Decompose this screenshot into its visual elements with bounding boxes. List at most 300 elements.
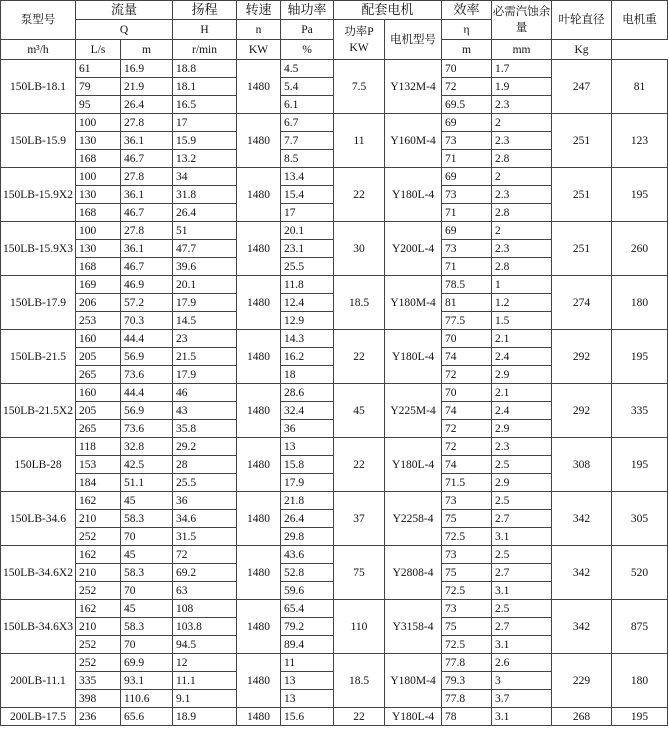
head-cell: 36 [173, 492, 237, 510]
head-cell: 18.9 [173, 708, 237, 726]
weight-cell: 305 [612, 492, 668, 546]
shaft-power-cell: 28.6 [281, 384, 334, 402]
head-cell: 31.5 [173, 528, 237, 546]
motor-power-cell: 75 [334, 546, 385, 600]
npsh-cell: 2.3 [492, 438, 552, 456]
head-cell: 108 [173, 600, 237, 618]
npsh-cell: 1.5 [492, 312, 552, 330]
flow-ls-cell: 56.9 [121, 402, 173, 420]
header-motor-power-label: 功率P [344, 25, 374, 38]
head-cell: 63 [173, 582, 237, 600]
npsh-cell: 3.1 [492, 528, 552, 546]
flow-m3h-cell: 205 [76, 348, 121, 366]
flow-ls-cell: 36.1 [121, 132, 173, 150]
npsh-cell: 3 [492, 672, 552, 690]
header-head: 扬程 [173, 1, 237, 20]
flow-m3h-cell: 210 [76, 510, 121, 528]
head-cell: 13.2 [173, 150, 237, 168]
shaft-power-cell: 12.4 [281, 294, 334, 312]
efficiency-cell: 72 [442, 420, 492, 438]
flow-ls-cell: 36.1 [121, 186, 173, 204]
shaft-power-cell: 8.5 [281, 150, 334, 168]
flow-m3h-cell: 184 [76, 474, 121, 492]
npsh-cell: 2.9 [492, 474, 552, 492]
npsh-cell: 2.5 [492, 492, 552, 510]
npsh-cell: 3.7 [492, 690, 552, 708]
motor-power-cell: 22 [334, 438, 385, 492]
weight-cell: 195 [612, 438, 668, 492]
efficiency-cell: 77.5 [442, 312, 492, 330]
shaft-power-cell: 13 [281, 690, 334, 708]
pump-model-cell: 150LB-15.9X2 [1, 168, 76, 222]
speed-cell: 1480 [237, 654, 281, 708]
motor-power-cell: 37 [334, 492, 385, 546]
efficiency-cell: 71.5 [442, 474, 492, 492]
flow-ls-cell: 69.9 [121, 654, 173, 672]
shaft-power-cell: 21.8 [281, 492, 334, 510]
motor-power-cell: 18.5 [334, 276, 385, 330]
shaft-power-cell: 52.8 [281, 564, 334, 582]
head-cell: 46 [173, 384, 237, 402]
motor-power-cell: 22 [334, 330, 385, 384]
head-cell: 18.8 [173, 60, 237, 78]
shaft-power-cell: 65.4 [281, 600, 334, 618]
motor-model-cell: Y2258-4 [385, 492, 442, 546]
efficiency-cell: 73 [442, 186, 492, 204]
flow-m3h-cell: 61 [76, 60, 121, 78]
pump-model-cell: 150LB-21.5 [1, 330, 76, 384]
speed-cell: 1480 [237, 276, 281, 330]
efficiency-cell: 72.5 [442, 636, 492, 654]
header-motor: 配套电机 [334, 1, 442, 20]
flow-m3h-cell: 160 [76, 330, 121, 348]
flow-ls-cell: 51.1 [121, 474, 173, 492]
efficiency-cell: 69.5 [442, 96, 492, 114]
flow-ls-cell: 70 [121, 636, 173, 654]
speed-cell: 1480 [237, 222, 281, 276]
weight-cell: 195 [612, 330, 668, 384]
header-motor-power [334, 20, 385, 60]
npsh-cell: 1 [492, 276, 552, 294]
flow-ls-cell: 44.4 [121, 330, 173, 348]
weight-cell: 81 [612, 60, 668, 114]
weight-cell: 335 [612, 384, 668, 438]
head-cell: 25.5 [173, 474, 237, 492]
motor-power-cell: 11 [334, 114, 385, 168]
flow-ls-cell: 44.4 [121, 384, 173, 402]
pump-model-cell: 150LB-34.6 [1, 492, 76, 546]
efficiency-cell: 70 [442, 60, 492, 78]
pump-model-cell: 150LB-15.9 [1, 114, 76, 168]
header-npsh: 必需汽蚀余量 [492, 1, 552, 40]
flow-m3h-cell: 162 [76, 492, 121, 510]
flow-m3h-cell: 252 [76, 528, 121, 546]
header-motor-power-unit: KW [349, 41, 369, 54]
speed-cell: 1480 [237, 168, 281, 222]
motor-model-cell: Y160M-4 [385, 114, 442, 168]
efficiency-cell: 75 [442, 564, 492, 582]
header-head-symbol: H [173, 20, 237, 40]
header-efficiency-unit: % [281, 40, 334, 60]
table-row [1, 276, 668, 294]
flow-ls-cell: 110.6 [121, 690, 173, 708]
impeller-cell: 342 [552, 600, 612, 654]
head-cell: 43 [173, 402, 237, 420]
impeller-cell: 274 [552, 276, 612, 330]
head-cell: 18.1 [173, 78, 237, 96]
npsh-cell: 2.9 [492, 366, 552, 384]
npsh-cell: 2.9 [492, 420, 552, 438]
flow-m3h-cell: 169 [76, 276, 121, 294]
header-shaft-power-unit: KW [237, 40, 281, 60]
pump-model-cell: 150LB-28 [1, 438, 76, 492]
shaft-power-cell: 20.1 [281, 222, 334, 240]
flow-ls-cell: 36.1 [121, 240, 173, 258]
flow-m3h-cell: 210 [76, 618, 121, 636]
head-cell: 23 [173, 330, 237, 348]
speed-cell: 1480 [237, 384, 281, 438]
header-shaft-power-symbol: Pa [281, 20, 334, 40]
header-motor-model: 电机型号 [385, 20, 442, 60]
flow-m3h-cell: 335 [76, 672, 121, 690]
impeller-cell: 251 [552, 114, 612, 168]
shaft-power-cell: 59.6 [281, 582, 334, 600]
shaft-power-cell: 43.6 [281, 546, 334, 564]
efficiency-cell: 75 [442, 510, 492, 528]
efficiency-cell: 73 [442, 240, 492, 258]
efficiency-cell: 72.5 [442, 528, 492, 546]
impeller-cell: 247 [552, 60, 612, 114]
npsh-cell: 1.2 [492, 294, 552, 312]
flow-ls-cell: 21.9 [121, 78, 173, 96]
table-row [1, 114, 668, 132]
npsh-cell: 2.4 [492, 402, 552, 420]
npsh-cell: 3.1 [492, 636, 552, 654]
efficiency-cell: 74 [442, 402, 492, 420]
header-speed-unit: r/min [173, 40, 237, 60]
npsh-cell: 3.1 [492, 708, 552, 726]
flow-ls-cell: 27.8 [121, 114, 173, 132]
shaft-power-cell: 16.2 [281, 348, 334, 366]
table-row [1, 708, 668, 726]
table-row [1, 654, 668, 672]
motor-power-cell: 110 [334, 600, 385, 654]
shaft-power-cell: 13 [281, 672, 334, 690]
header-model: 泵型号 [1, 1, 76, 40]
flow-ls-cell: 46.9 [121, 276, 173, 294]
motor-power-cell: 7.5 [334, 60, 385, 114]
pump-model-cell: 150LB-17.9 [1, 276, 76, 330]
npsh-cell: 2.3 [492, 186, 552, 204]
efficiency-cell: 78 [442, 708, 492, 726]
flow-m3h-cell: 162 [76, 600, 121, 618]
npsh-cell: 2 [492, 114, 552, 132]
head-cell: 34 [173, 168, 237, 186]
flow-m3h-cell: 130 [76, 132, 121, 150]
head-cell: 31.8 [173, 186, 237, 204]
flow-m3h-cell: 168 [76, 150, 121, 168]
npsh-cell: 2.7 [492, 618, 552, 636]
header-flow-unit-m3h: m³/h [1, 40, 76, 60]
npsh-cell: 3.1 [492, 582, 552, 600]
table-row [1, 384, 668, 402]
flow-m3h-cell: 153 [76, 456, 121, 474]
shaft-power-cell: 26.4 [281, 510, 334, 528]
pump-model-cell: 150LB-15.9X3 [1, 222, 76, 276]
impeller-cell: 268 [552, 708, 612, 726]
flow-m3h-cell: 118 [76, 438, 121, 456]
speed-cell: 1480 [237, 546, 281, 600]
header-shaft-power: 轴功率 [281, 1, 334, 20]
head-cell: 9.1 [173, 690, 237, 708]
header-efficiency-symbol: η [442, 20, 492, 40]
header-weight: 电机重 [612, 1, 668, 40]
flow-ls-cell: 46.7 [121, 258, 173, 276]
flow-m3h-cell: 210 [76, 564, 121, 582]
motor-power-cell: 45 [334, 384, 385, 438]
flow-ls-cell: 45 [121, 546, 173, 564]
npsh-cell: 2.8 [492, 150, 552, 168]
npsh-cell: 2.3 [492, 240, 552, 258]
flow-ls-cell: 70 [121, 528, 173, 546]
head-cell: 12 [173, 654, 237, 672]
table-body [1, 60, 668, 726]
weight-cell: 180 [612, 654, 668, 708]
shaft-power-cell: 7.7 [281, 132, 334, 150]
impeller-cell: 251 [552, 168, 612, 222]
motor-model-cell: Y180M-4 [385, 654, 442, 708]
npsh-cell: 2.7 [492, 510, 552, 528]
efficiency-cell: 70 [442, 384, 492, 402]
flow-ls-cell: 45 [121, 600, 173, 618]
header-row-1 [1, 1, 668, 20]
npsh-cell: 2.5 [492, 600, 552, 618]
shaft-power-cell: 15.6 [281, 708, 334, 726]
flow-m3h-cell: 253 [76, 312, 121, 330]
pump-model-cell: 150LB-18.1 [1, 60, 76, 114]
head-cell: 15.9 [173, 132, 237, 150]
head-cell: 47.7 [173, 240, 237, 258]
header-weight-unit: Kg [552, 40, 612, 60]
flow-ls-cell: 26.4 [121, 96, 173, 114]
efficiency-cell: 77.8 [442, 690, 492, 708]
motor-power-cell: 22 [334, 168, 385, 222]
head-cell: 20.1 [173, 276, 237, 294]
table-row [1, 438, 668, 456]
weight-cell: 875 [612, 600, 668, 654]
head-cell: 14.5 [173, 312, 237, 330]
shaft-power-cell: 12.9 [281, 312, 334, 330]
flow-m3h-cell: 100 [76, 114, 121, 132]
shaft-power-cell: 11.8 [281, 276, 334, 294]
flow-ls-cell: 58.3 [121, 618, 173, 636]
head-cell: 17 [173, 114, 237, 132]
shaft-power-cell: 15.4 [281, 186, 334, 204]
efficiency-cell: 71 [442, 150, 492, 168]
header-npsh-unit: m [442, 40, 492, 60]
efficiency-cell: 75 [442, 618, 492, 636]
flow-m3h-cell: 130 [76, 240, 121, 258]
head-cell: 72 [173, 546, 237, 564]
table-row [1, 168, 668, 186]
flow-m3h-cell: 265 [76, 420, 121, 438]
header-speed-symbol: n [237, 20, 281, 40]
header-speed: 转速 [237, 1, 281, 20]
flow-m3h-cell: 252 [76, 636, 121, 654]
efficiency-cell: 71 [442, 204, 492, 222]
flow-ls-cell: 73.6 [121, 366, 173, 384]
efficiency-cell: 73 [442, 600, 492, 618]
shaft-power-cell: 17.9 [281, 474, 334, 492]
impeller-cell: 308 [552, 438, 612, 492]
motor-model-cell: Y180L-4 [385, 708, 442, 726]
flow-m3h-cell: 100 [76, 168, 121, 186]
flow-m3h-cell: 168 [76, 204, 121, 222]
impeller-cell: 251 [552, 222, 612, 276]
motor-model-cell: Y180L-4 [385, 168, 442, 222]
npsh-cell: 2.8 [492, 204, 552, 222]
head-cell: 35.8 [173, 420, 237, 438]
efficiency-cell: 81 [442, 294, 492, 312]
flow-m3h-cell: 95 [76, 96, 121, 114]
shaft-power-cell: 29.8 [281, 528, 334, 546]
head-cell: 17.9 [173, 294, 237, 312]
flow-m3h-cell: 206 [76, 294, 121, 312]
header-efficiency: 效率 [442, 1, 492, 20]
weight-cell: 123 [612, 114, 668, 168]
npsh-cell: 2.3 [492, 96, 552, 114]
shaft-power-cell: 36 [281, 420, 334, 438]
table-row [1, 330, 668, 348]
head-cell: 51 [173, 222, 237, 240]
shaft-power-cell: 15.8 [281, 456, 334, 474]
header-head-unit: m [121, 40, 173, 60]
efficiency-cell: 72 [442, 366, 492, 384]
pump-model-cell: 200LB-11.1 [1, 654, 76, 708]
table-row [1, 60, 668, 78]
weight-cell: 260 [612, 222, 668, 276]
pump-model-cell: 200LB-17.5 [1, 708, 76, 726]
npsh-cell: 2.4 [492, 348, 552, 366]
efficiency-cell: 72 [442, 438, 492, 456]
impeller-cell: 342 [552, 492, 612, 546]
flow-m3h-cell: 79 [76, 78, 121, 96]
flow-m3h-cell: 252 [76, 582, 121, 600]
impeller-cell: 229 [552, 654, 612, 708]
npsh-cell: 2.8 [492, 258, 552, 276]
motor-power-cell: 18.5 [334, 654, 385, 708]
flow-m3h-cell: 252 [76, 654, 121, 672]
npsh-cell: 2.7 [492, 564, 552, 582]
head-cell: 16.5 [173, 96, 237, 114]
header-flow: 流量 [76, 1, 173, 20]
head-cell: 103.8 [173, 618, 237, 636]
flow-ls-cell: 57.2 [121, 294, 173, 312]
head-cell: 29.2 [173, 438, 237, 456]
flow-ls-cell: 46.7 [121, 204, 173, 222]
efficiency-cell: 69 [442, 168, 492, 186]
table-row [1, 222, 668, 240]
table-row [1, 492, 668, 510]
efficiency-cell: 74 [442, 348, 492, 366]
motor-power-cell: 30 [334, 222, 385, 276]
speed-cell: 1480 [237, 708, 281, 726]
pump-model-cell: 150LB-34.6X3 [1, 600, 76, 654]
npsh-cell: 2.5 [492, 456, 552, 474]
shaft-power-cell: 18 [281, 366, 334, 384]
flow-ls-cell: 56.9 [121, 348, 173, 366]
flow-ls-cell: 58.3 [121, 510, 173, 528]
motor-model-cell: Y180M-4 [385, 276, 442, 330]
efficiency-cell: 78.5 [442, 276, 492, 294]
pump-model-cell: 150LB-34.6X2 [1, 546, 76, 600]
weight-cell: 520 [612, 546, 668, 600]
shaft-power-cell: 79.2 [281, 618, 334, 636]
shaft-power-cell: 5.4 [281, 78, 334, 96]
impeller-cell: 342 [552, 546, 612, 600]
flow-ls-cell: 16.9 [121, 60, 173, 78]
flow-ls-cell: 70 [121, 582, 173, 600]
head-cell: 94.5 [173, 636, 237, 654]
header-impeller-unit: mm [492, 40, 552, 60]
efficiency-cell: 73 [442, 546, 492, 564]
head-cell: 39.6 [173, 258, 237, 276]
flow-ls-cell: 70.3 [121, 312, 173, 330]
flow-m3h-cell: 130 [76, 186, 121, 204]
flow-m3h-cell: 236 [76, 708, 121, 726]
weight-cell: 195 [612, 168, 668, 222]
shaft-power-cell: 23.1 [281, 240, 334, 258]
motor-power-cell: 22 [334, 708, 385, 726]
efficiency-cell: 79.3 [442, 672, 492, 690]
shaft-power-cell: 11 [281, 654, 334, 672]
motor-model-cell: Y200L-4 [385, 222, 442, 276]
shaft-power-cell: 32.4 [281, 402, 334, 420]
shaft-power-cell: 6.7 [281, 114, 334, 132]
impeller-cell: 292 [552, 330, 612, 384]
motor-model-cell: Y180L-4 [385, 330, 442, 384]
npsh-cell: 2.5 [492, 546, 552, 564]
speed-cell: 1480 [237, 60, 281, 114]
motor-model-cell: Y225M-4 [385, 384, 442, 438]
flow-ls-cell: 58.3 [121, 564, 173, 582]
speed-cell: 1480 [237, 600, 281, 654]
header-flow-unit-ls: L/s [76, 40, 121, 60]
motor-model-cell: Y2808-4 [385, 546, 442, 600]
flow-ls-cell: 32.8 [121, 438, 173, 456]
efficiency-cell: 71 [442, 258, 492, 276]
flow-ls-cell: 65.6 [121, 708, 173, 726]
npsh-cell: 2.3 [492, 132, 552, 150]
shaft-power-cell: 4.5 [281, 60, 334, 78]
weight-cell: 180 [612, 276, 668, 330]
weight-cell: 195 [612, 708, 668, 726]
flow-m3h-cell: 160 [76, 384, 121, 402]
efficiency-cell: 72 [442, 78, 492, 96]
efficiency-cell: 74 [442, 456, 492, 474]
efficiency-cell: 69 [442, 222, 492, 240]
flow-ls-cell: 42.5 [121, 456, 173, 474]
shaft-power-cell: 13.4 [281, 168, 334, 186]
head-cell: 34.6 [173, 510, 237, 528]
shaft-power-cell: 6.1 [281, 96, 334, 114]
speed-cell: 1480 [237, 330, 281, 384]
npsh-cell: 2 [492, 222, 552, 240]
flow-m3h-cell: 265 [76, 366, 121, 384]
head-cell: 21.5 [173, 348, 237, 366]
efficiency-cell: 72.5 [442, 582, 492, 600]
head-cell: 26.4 [173, 204, 237, 222]
